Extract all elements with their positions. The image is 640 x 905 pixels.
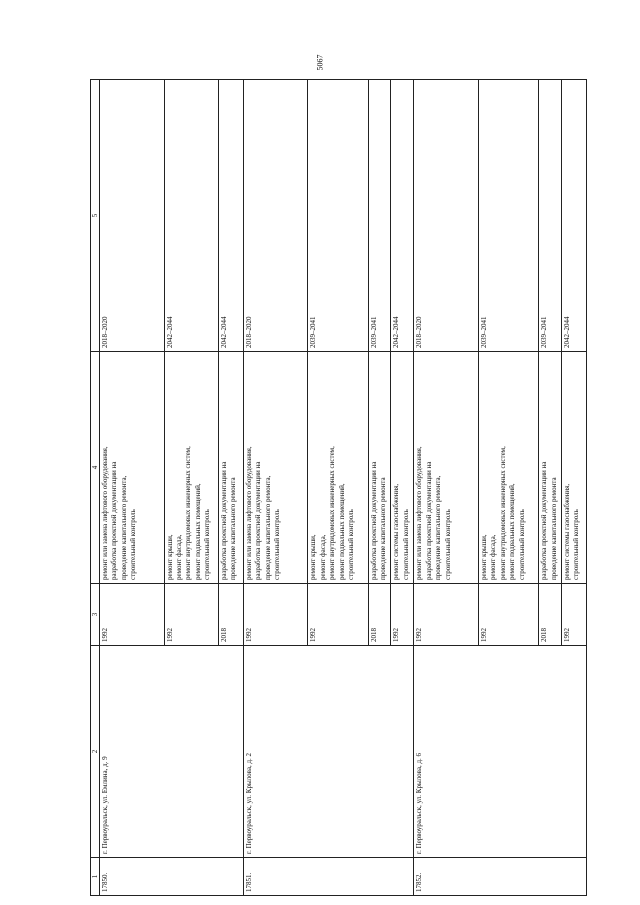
year-cell: 1992 [414,584,479,646]
period-cell: 2018–2020 [100,80,165,352]
header-col-5: 5 [91,80,100,352]
work-type-line: строительный контроль [347,509,355,580]
work-type-line: ремонт крыши, [309,534,318,580]
header-col-4: 4 [91,352,100,584]
header-col-2: 2 [91,646,100,858]
repair-schedule-table [90,79,587,896]
address-cell: г. Первоуральск, ул. Емлина, д. 9 [100,646,244,858]
work-type-line: ремонт внутридомовых инженерных систем, [328,446,337,580]
work-type-line: ремонт фасада, [175,534,183,580]
table-row [100,80,165,896]
work-type-line: ремонт или замена лифтового оборудования, [244,446,253,580]
work-type-line: ремонт подвальных помещений, [337,483,346,580]
year-cell: 1992 [308,584,368,646]
period-cell: 2042–2044 [391,80,414,352]
work-type-line: строительный контроль [273,509,281,580]
work-type-line: разработка проектной документации на [254,461,263,580]
year-cell: 1992 [164,584,218,646]
year-cell: 1992 [243,584,308,646]
page-number: 5067 [315,54,325,71]
work-type-line: ремонт системы газоснабжения, [562,483,571,580]
work-types-cell [478,352,538,584]
period-cell: 2042–2044 [218,80,243,352]
work-type-line: ремонт внутридомовых инженерных систем, [498,446,507,580]
work-types-cell [243,352,308,584]
period-cell: 2039–2041 [308,80,368,352]
address-cell: г. Первоуральск, ул. Крылова, д. 2 [243,646,414,858]
work-type-line: ремонт фасада, [318,534,327,580]
table-row [243,80,308,896]
year-cell: 1992 [561,584,586,646]
period-cell: 2039–2041 [478,80,538,352]
period-cell: 2042–2044 [561,80,586,352]
work-types-cell [218,352,243,584]
period-cell: 2042–2044 [164,80,218,352]
work-types-cell [308,352,368,584]
address-cell: г. Первоуральск, ул. Крылова, д. 6 [414,646,587,858]
work-types-cell [100,352,165,584]
work-type-line: ремонт подвальных помещений, [193,483,202,580]
work-types-cell [539,352,562,584]
work-types-cell [561,352,586,584]
table-body [100,80,587,896]
year-cell: 2018 [368,584,391,646]
object-number-cell: 17850. [100,858,244,896]
work-type-line: разработка проектной документации на [219,461,228,580]
table-row [414,80,479,896]
work-type-line: проведение капитального ремонта [379,477,388,580]
work-type-line: строительный контроль [129,509,138,580]
work-type-line: разработка проектной документации на [369,461,378,580]
work-type-line: разработка проектной документации на [110,461,119,580]
work-type-line: строительный контроль [203,509,212,580]
work-type-line: ремонт или замена лифтового оборудования, [101,446,109,580]
year-cell: 1992 [391,584,414,646]
work-types-cell [414,352,479,584]
object-number-cell: 17852. [414,858,587,896]
work-type-line: ремонт подвальных помещений, [508,483,517,580]
work-types-cell [391,352,414,584]
work-types-cell [164,352,218,584]
work-type-line: строительный контроль [572,509,581,580]
work-type-line: проведение капитального ремонта [549,477,558,580]
work-type-line: разработка проектной документации на [540,461,549,580]
work-type-line: разработка проектной документации на [424,461,433,580]
year-cell: 2018 [218,584,243,646]
period-cell: 2039–2041 [539,80,562,352]
period-cell: 2039–2041 [368,80,391,352]
header-col-1: 1 [91,858,100,896]
header-col-3: 3 [91,584,100,646]
work-type-line: ремонт или замена лифтового оборудования, [415,446,424,580]
rotated-table-wrapper [90,80,587,896]
work-type-line: ремонт крыши, [165,534,174,580]
work-type-line: ремонт крыши, [479,534,488,580]
work-type-line: проведение капитального ремонта, [119,475,128,580]
work-type-line: ремонт внутридомовых инженерных систем, [184,446,193,580]
period-cell: 2018–2020 [243,80,308,352]
header-row [91,80,100,896]
work-type-line: строительный контроль [443,509,452,580]
work-type-line: проведение капитального ремонта, [434,475,443,580]
object-number-cell: 17851. [243,858,414,896]
work-type-line: ремонт фасада, [489,534,498,580]
work-type-line: проведение капитального ремонта, [263,475,272,580]
work-type-line: строительный контроль [517,509,526,580]
year-cell: 2018 [539,584,562,646]
work-type-line: ремонт системы газоснабжения, [392,483,401,580]
work-type-line: проведение капитального ремонта [229,477,238,580]
work-type-line: строительный контроль [401,509,410,580]
year-cell: 1992 [478,584,538,646]
work-types-cell [368,352,391,584]
year-cell: 1992 [100,584,165,646]
table-container [90,80,587,896]
period-cell: 2018–2020 [414,80,479,352]
